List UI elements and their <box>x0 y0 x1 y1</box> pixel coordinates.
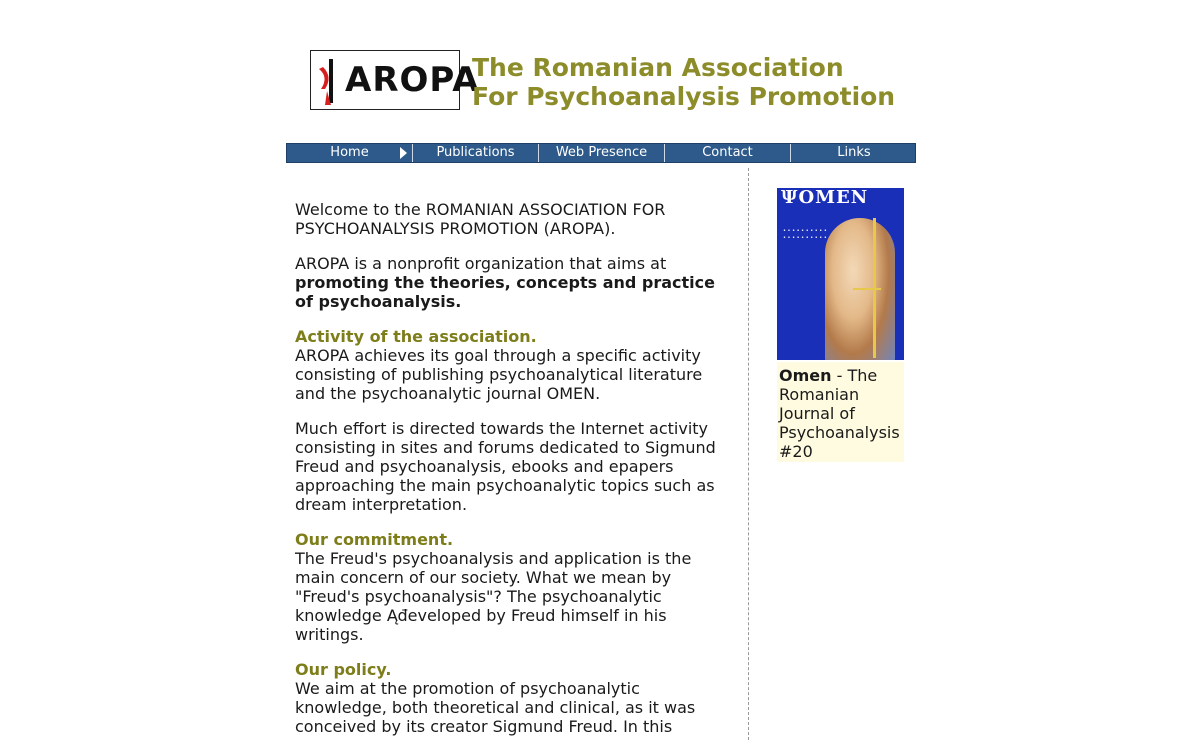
nav-contact[interactable]: Contact <box>665 144 791 162</box>
play-arrow-icon <box>400 147 407 159</box>
policy-section <box>295 660 725 736</box>
logo-text: AROPA <box>345 60 480 100</box>
omen-cover-image[interactable] <box>777 188 904 360</box>
policy-text: We aim at the promotion of psychoanalytic knowledge, both theoretical and clinical, as it was conceived by its creator Sigmund Freud. In this <box>295 679 696 736</box>
mission-paragraph <box>295 254 725 311</box>
column-divider <box>748 168 749 740</box>
nav-home-label: Home <box>330 145 369 160</box>
main-content <box>295 200 725 740</box>
activity-text: AROPA achieves its goal through a specific activity consisting of publishing psychoanalytical literature and the psychoanalytic journal OMEN. <box>295 346 703 403</box>
omen-caption[interactable] <box>777 362 904 462</box>
activity-section <box>295 327 725 403</box>
site-title <box>472 53 895 111</box>
commitment-section <box>295 530 725 644</box>
commitment-text: The Freud's psychoanalysis and application is the main concern of our society. What we mean by "Freud's psychoanalysis"? The psychoanalytic knowledge Ąđeveloped by Freud himself in his writings. <box>295 549 692 644</box>
cover-stripe-horizontal <box>853 288 881 290</box>
site-title-line2: For Psychoanalysis Promotion <box>472 82 896 111</box>
nav-publications[interactable]: Publications <box>413 144 539 162</box>
mission-text: AROPA is a nonprofit organization that aims at <box>295 254 667 273</box>
caption-text: - The Romanian Journal of Psychoanalysis #20 <box>779 366 900 461</box>
cover-title: ΨOMEN <box>777 188 904 210</box>
main-nav <box>286 143 916 163</box>
cover-contents: • • • • • • • • • • • • • • • • • • • • <box>783 228 827 241</box>
nav-links[interactable]: Links <box>837 145 871 160</box>
cover-title-text: OMEN <box>798 188 869 208</box>
aropa-logo-mark-icon <box>315 55 341 107</box>
nav-home[interactable] <box>287 144 413 162</box>
caption-title: Omen <box>779 366 832 385</box>
internet-paragraph: Much effort is directed towards the Internet activity consisting in sites and forums dedicated to Sigmund Freud and psychoanalysis, ebooks and epapers approaching the main psychoanalytic topics such as dream interpretation. <box>295 419 716 514</box>
site-title-line1: The Romanian Association <box>472 53 844 82</box>
commitment-heading: Our commitment. <box>295 530 454 549</box>
activity-heading: Activity of the association. <box>295 327 537 346</box>
mission-bold-text: promoting the theories, concepts and practice of psychoanalysis. <box>295 273 715 311</box>
aropa-logo[interactable] <box>310 50 480 110</box>
policy-heading: Our policy. <box>295 660 392 679</box>
welcome-paragraph: Welcome to the ROMANIAN ASSOCIATION FOR PSYCHOANALYSIS PROMOTION (AROPA). <box>295 200 666 238</box>
nav-web-presence[interactable]: Web Presence <box>539 144 665 162</box>
